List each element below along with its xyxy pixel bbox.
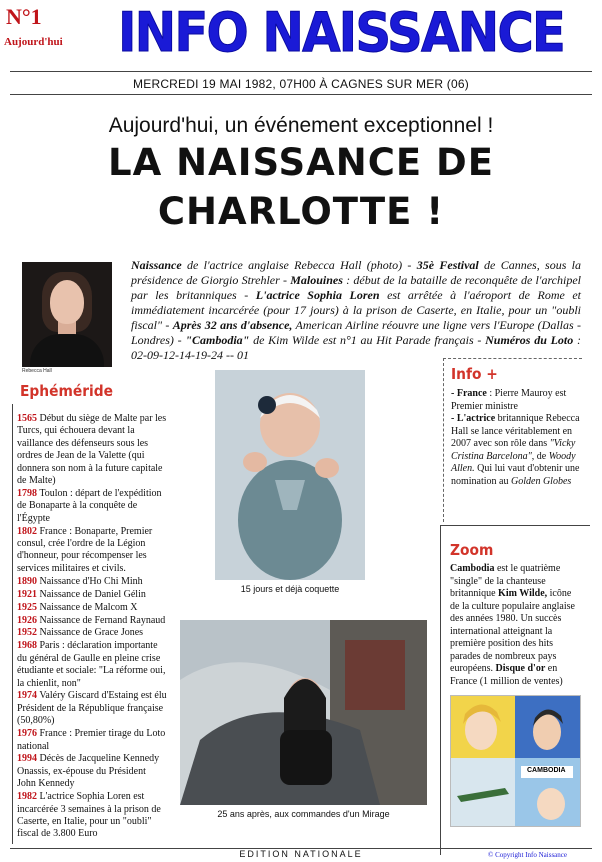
info-text: Qui lui vaut d'obtenir une nomination au: [451, 463, 580, 487]
headline-line-2: CHARLOTTE !: [157, 190, 445, 233]
ephemeride-text: L'actrice Sophia Loren est incarcérée 3 semaines à la prison de Caserte, en Italie, pour un "oubli" fiscal de 3.800 Euro: [17, 791, 161, 840]
ephemeride-year: 1925: [17, 601, 37, 613]
lead-text: de l'actrice anglaise Rebecca Hall (photo) -: [181, 258, 417, 272]
zoom-body: icône de la culture populaire anglaise des années 1980. Un succès international atteignant la première position des hits parades de nombreux pays européens.: [450, 588, 575, 674]
lead-cambodia: "Cambodia": [185, 333, 250, 347]
masthead-title: INFO NAISSANCE: [118, 1, 565, 64]
ephemeride-item: [17, 728, 167, 753]
cockpit-photo-caption: 25 ans après, aux commandes d'un Mirage: [217, 809, 390, 819]
lead-naissance: Naissance: [131, 258, 182, 272]
zoom-disque: Disque d'or: [495, 663, 546, 674]
ephemeride-item: [17, 526, 167, 576]
ephemeride-text: Naissance de Malcom X: [37, 601, 138, 613]
ephemeride-item: [17, 690, 167, 727]
ephemeride-text: Naissance de Daniel Gélin: [37, 588, 146, 600]
lead-text: est arrêtée à l'aéroport de Rome et immédiatement incarcérée (pour 17 jours) à la prison de Caserte, en Italie, pour un "oubli fiscal" -: [131, 288, 581, 332]
zoom-body: en France (1 million de ventes): [450, 663, 563, 687]
info-film: "Vicky Cristina Barcelona": [451, 438, 576, 462]
lead-text: de Cannes, sous la présidence de Giorgio Strehler -: [131, 258, 582, 287]
portrait-caption: Rebecca Hall: [22, 368, 52, 374]
ephemeride-item: [17, 753, 167, 790]
ephemeride-year: 1565: [17, 413, 37, 424]
zoom-kimwilde: Kim Wilde,: [498, 588, 548, 599]
lead-festival: 35è Festival: [416, 258, 479, 272]
ephemeride-list: [17, 413, 167, 841]
lead-loren: L'actrice Sophia Loren: [255, 288, 380, 302]
info-actrice: - L'actrice: [451, 413, 496, 424]
ephemeride-text: France : Bonaparte, Premier consul, crée l'ordre de la Légion d'honneur, pour récompenser les services militaires et civils.: [17, 525, 153, 574]
portrait-photo: [22, 262, 112, 367]
headline-line-1: LA NAISSANCE DE: [108, 141, 494, 184]
copyright: © Copyright Info Naissance: [488, 851, 567, 859]
zoom-body: est le quatrième "single" de la chanteuse britannique: [450, 563, 561, 599]
ephemeride-title: Ephéméride: [20, 382, 114, 400]
ephemeride-text: France : Premier tirage du Loto national: [17, 728, 166, 752]
ephemeride-text: Paris : déclaration importante du général de Gaulle en pleine crise étudiante et sociale: "La réforme oui, la chienlit, non": [17, 640, 166, 689]
issue-number: N°1: [6, 4, 42, 29]
cambodia-cover-art: [450, 695, 581, 827]
lead-text: : début de la bataille de reconquête de l'archipel par les britanniques -: [131, 273, 581, 302]
today-label: Aujourd'hui: [4, 36, 63, 48]
ephemeride-text: Décès de Jacqueline Kennedy Onassis, ex-épouse du Président John Kennedy: [17, 753, 160, 790]
info-text: , de: [531, 450, 549, 462]
info-plus-text: [451, 388, 581, 488]
cover-art-label: CAMBODIA: [527, 767, 566, 774]
baby-photo-caption: 15 jours et déjà coquette: [240, 584, 340, 594]
kicker: Aujourd'hui, un événement exceptionnel !: [108, 114, 494, 137]
header-rule-bottom: [10, 94, 592, 95]
info-text: britannique Rebecca Hall se lance véritablement en 2007 avec son rôle dans: [451, 413, 580, 449]
ephemeride-text: Naissance de Grace Jones: [37, 627, 144, 639]
ephemeride-item: [17, 488, 167, 525]
ephemeride-divider: [12, 404, 13, 844]
zoom-title: Zoom: [450, 541, 494, 559]
ephemeride-year: 1890: [17, 575, 37, 587]
lead-text: American Airline réouvre une ligne vers l'Europe (Dallas - Londres) -: [131, 318, 581, 347]
baby-photo: [215, 370, 365, 580]
ephemeride-year: 1926: [17, 614, 37, 626]
lead-paragraph: [131, 258, 581, 363]
ephemeride-item: [17, 576, 167, 588]
ephemeride-year: 1994: [17, 753, 37, 765]
zoom-text: [450, 563, 582, 688]
lead-text: de Kim Wilde est n°1 au Hit Parade français -: [249, 333, 486, 347]
dateline: MERCREDI 19 MAI 1982, 07H00 À CAGNES SUR MER (06): [133, 77, 469, 91]
zoom-divider: [440, 525, 441, 855]
ephemeride-item: [17, 589, 167, 601]
lead-loto: Numéros du Loto: [485, 333, 574, 347]
ephemeride-year: 1798: [17, 487, 37, 499]
ephemeride-year: 1976: [17, 728, 37, 740]
ephemeride-item: [17, 640, 167, 690]
edition-label: EDITION NATIONALE: [239, 849, 363, 859]
lead-absence: Après 32 ans d'absence,: [172, 318, 293, 332]
info-plus-title: Info +: [451, 365, 498, 383]
header-rule-top: [10, 71, 592, 72]
info-text: : Pierre Mauroy est Premier ministre: [451, 388, 567, 412]
ephemeride-year: 1921: [17, 588, 37, 600]
info-director: Woody Allen.: [451, 450, 576, 474]
ephemeride-year: 1982: [17, 791, 37, 803]
ephemeride-text: Toulon : départ de l'expédition de Bonaparte à la conquête de l'Égypte: [17, 487, 162, 524]
ephemeride-year: 1968: [17, 640, 37, 652]
ephemeride-text: Valéry Giscard d'Estaing est élu Président de la République française (50,80%): [17, 690, 167, 727]
ephemeride-item: [17, 413, 167, 487]
headline: [0, 138, 602, 236]
ephemeride-item: [17, 602, 167, 614]
info-france: - France: [451, 388, 487, 399]
ephemeride-year: 1802: [17, 525, 37, 537]
ephemeride-text: Naissance d'Ho Chi Minh: [37, 575, 143, 587]
lead-text: : 02-09-12-14-19-24 -- 01: [131, 333, 581, 362]
cockpit-photo: [180, 620, 427, 805]
zoom-cambodia: Cambodia: [450, 563, 495, 574]
zoom-top-rule: [440, 525, 590, 526]
info-award: Golden Globes: [511, 475, 572, 487]
ephemeride-text: Début du siège de Malte par les Turcs, qui échouera devant la vaillance des défenseurs sous les ordres de Jean de la Valette (qui donnera son nom à la future capitale de Malte): [17, 413, 167, 487]
ephemeride-text: Naissance de Fernand Raynaud: [37, 614, 166, 626]
ephemeride-year: 1952: [17, 627, 37, 639]
lead-malouines: Malouines: [290, 273, 343, 287]
ephemeride-item: [17, 615, 167, 627]
ephemeride-item: [17, 627, 167, 639]
ephemeride-item: [17, 791, 167, 841]
ephemeride-year: 1974: [17, 690, 37, 702]
